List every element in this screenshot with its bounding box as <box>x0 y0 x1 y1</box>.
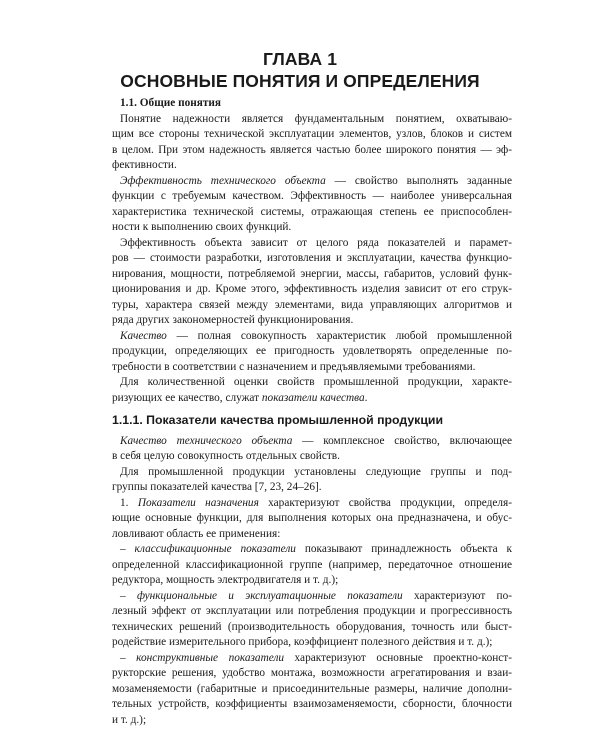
sub-item-design <box>112 651 512 729</box>
text-line: и т. д.); <box>112 713 147 726</box>
chapter-header <box>0 48 600 92</box>
term-purpose-indicators: Показатели назначения <box>137 496 259 509</box>
text-line <box>112 496 512 512</box>
paragraph-object-quality <box>112 434 512 465</box>
term-quality: Качество <box>120 329 167 342</box>
paragraph-efficiency <box>112 174 512 236</box>
section-heading-1-1: 1.1. Общие понятия <box>120 97 222 109</box>
term-functional: функциональные и эксплуатационные показатели <box>136 589 403 602</box>
text-line: ловливают область ее применения: <box>112 527 281 540</box>
term-object-quality: Качество технического объекта <box>120 434 293 447</box>
chapter-label: ГЛАВА 1 <box>262 49 338 69</box>
text-line: в целом. При этом надежность является частью более широкого понятия — эф- <box>112 143 512 156</box>
text-line: тельных устройств, коэффициенты взаимозаменяемости, сборности, блочности <box>112 698 512 710</box>
text-span: ризующих ее качество, служат <box>112 391 262 404</box>
text-line: рукторские решения, удобство монтажа, возможности агрегатирования и взаи- <box>112 667 512 679</box>
text-span: — свойство выполнять заданные <box>325 174 512 187</box>
paragraph-quality-indicators <box>112 375 512 406</box>
paragraph-indicator-groups <box>112 465 512 496</box>
text-span: — полная совокупность характеристик любой промышленной <box>166 329 512 342</box>
text-line: ющие основные функции, для выполнения которых она предназначена, и обус- <box>112 512 512 524</box>
chapter-title: ОСНОВНЫЕ ПОНЯТИЯ И ОПРЕДЕЛЕНИЯ <box>120 71 480 91</box>
text-line: Для промышленной продукции установлены следующие группы и под- <box>120 465 512 478</box>
text-span: характеризуют по- <box>402 589 512 602</box>
text-line <box>112 329 512 345</box>
text-line: технических решений (производительность оборудования, точность или быст- <box>112 620 512 633</box>
text-line: редуктора, мощность электродвигателя и т. д.); <box>112 574 339 586</box>
text-line: туры, характера связей между элементами, вида управляющих алгоритмов и <box>112 298 512 311</box>
item-number: 1. <box>120 496 138 509</box>
text-line <box>112 651 512 667</box>
dash: – <box>120 543 135 555</box>
page-body <box>112 96 512 728</box>
text-line: Для количественной оценки свойств промышленной продукции, характе- <box>120 376 512 388</box>
text-line: нирования, мощности, потребляемой энергии, массы, габаритов, условий функ- <box>112 267 512 280</box>
text-line: функции с требуемым качеством. Эффективность — наиболее универсальная <box>112 190 512 202</box>
text-line: щим все стороны технической эксплуатации элементов, узлов, блоков и систем <box>112 128 512 140</box>
text-line: ности к выполнению своих функций. <box>112 221 292 233</box>
text-line: мозаменяемости (габаритные и присоединительные размеры, наличие дополни- <box>112 682 512 695</box>
text-line: лезный эффект от эксплуатации или потребления продукции и прогрессивность <box>112 605 512 617</box>
text-line: ров — стоимости разработки, изготовления и эксплуатации, качества функцио- <box>112 252 512 264</box>
text-line: в себя целую совокупность отдельных свойств. <box>112 450 340 462</box>
term-quality-indicators: показатели качества <box>261 391 365 404</box>
text-line <box>112 542 512 558</box>
term-design: конструктивные показатели <box>136 651 285 664</box>
text-line: ционирования и др. Кроме этого, эффективность изделия зависит от его струк- <box>112 283 512 295</box>
text-line: группы показателей качества [7, 23, 24–26]. <box>112 481 322 493</box>
term-classification: классификационные показатели <box>134 543 296 555</box>
text-line: Эффективность объекта зависит от целого ряда показателей и парамет- <box>120 236 512 249</box>
paragraph-efficiency-factors <box>112 236 512 329</box>
section-heading-1-1-1: 1.1.1. Показатели качества промышленной продукции <box>112 413 444 427</box>
text-line <box>112 174 512 190</box>
text-line: характеристика технической системы, отражающая степень ее приспособлен- <box>112 205 512 218</box>
list-item-purpose <box>112 496 512 543</box>
paragraph-reliability <box>112 112 512 174</box>
text-line: ряда других закономерностей функционирования. <box>112 314 354 326</box>
text-span: характеризуют основные проектно-конст- <box>284 651 512 664</box>
text-line: продукции, определяющих ее пригодность удовлетворять определенные по- <box>112 345 512 357</box>
dash: – <box>120 589 137 602</box>
dash: – <box>120 651 137 664</box>
sub-item-classification <box>112 542 512 589</box>
sub-item-functional <box>112 589 512 651</box>
text-line <box>112 391 512 407</box>
paragraph-quality <box>112 329 512 376</box>
text-line <box>112 434 512 450</box>
text-span: характеризуют свойства продукции, определя- <box>258 496 513 509</box>
text-line: родействие измерительного прибора, коэффициент полезного действия и т. д.); <box>112 636 493 648</box>
text-line: фективности. <box>112 159 177 171</box>
text-span: . <box>364 391 368 404</box>
text-line <box>112 589 512 605</box>
text-span: — комплексное свойство, включающее <box>292 434 512 447</box>
text-line: Понятие надежности является фундаментальным понятием, охватываю- <box>120 112 512 125</box>
term-efficiency: Эффективность технического объекта <box>120 174 326 187</box>
text-line: определенной классификационной группе (например, передаточное отношение <box>112 558 512 571</box>
text-span: показывают принадлежность объекта к <box>295 543 512 555</box>
text-line: требности в соответствии с назначением и предъявляемыми требованиями. <box>112 360 476 373</box>
